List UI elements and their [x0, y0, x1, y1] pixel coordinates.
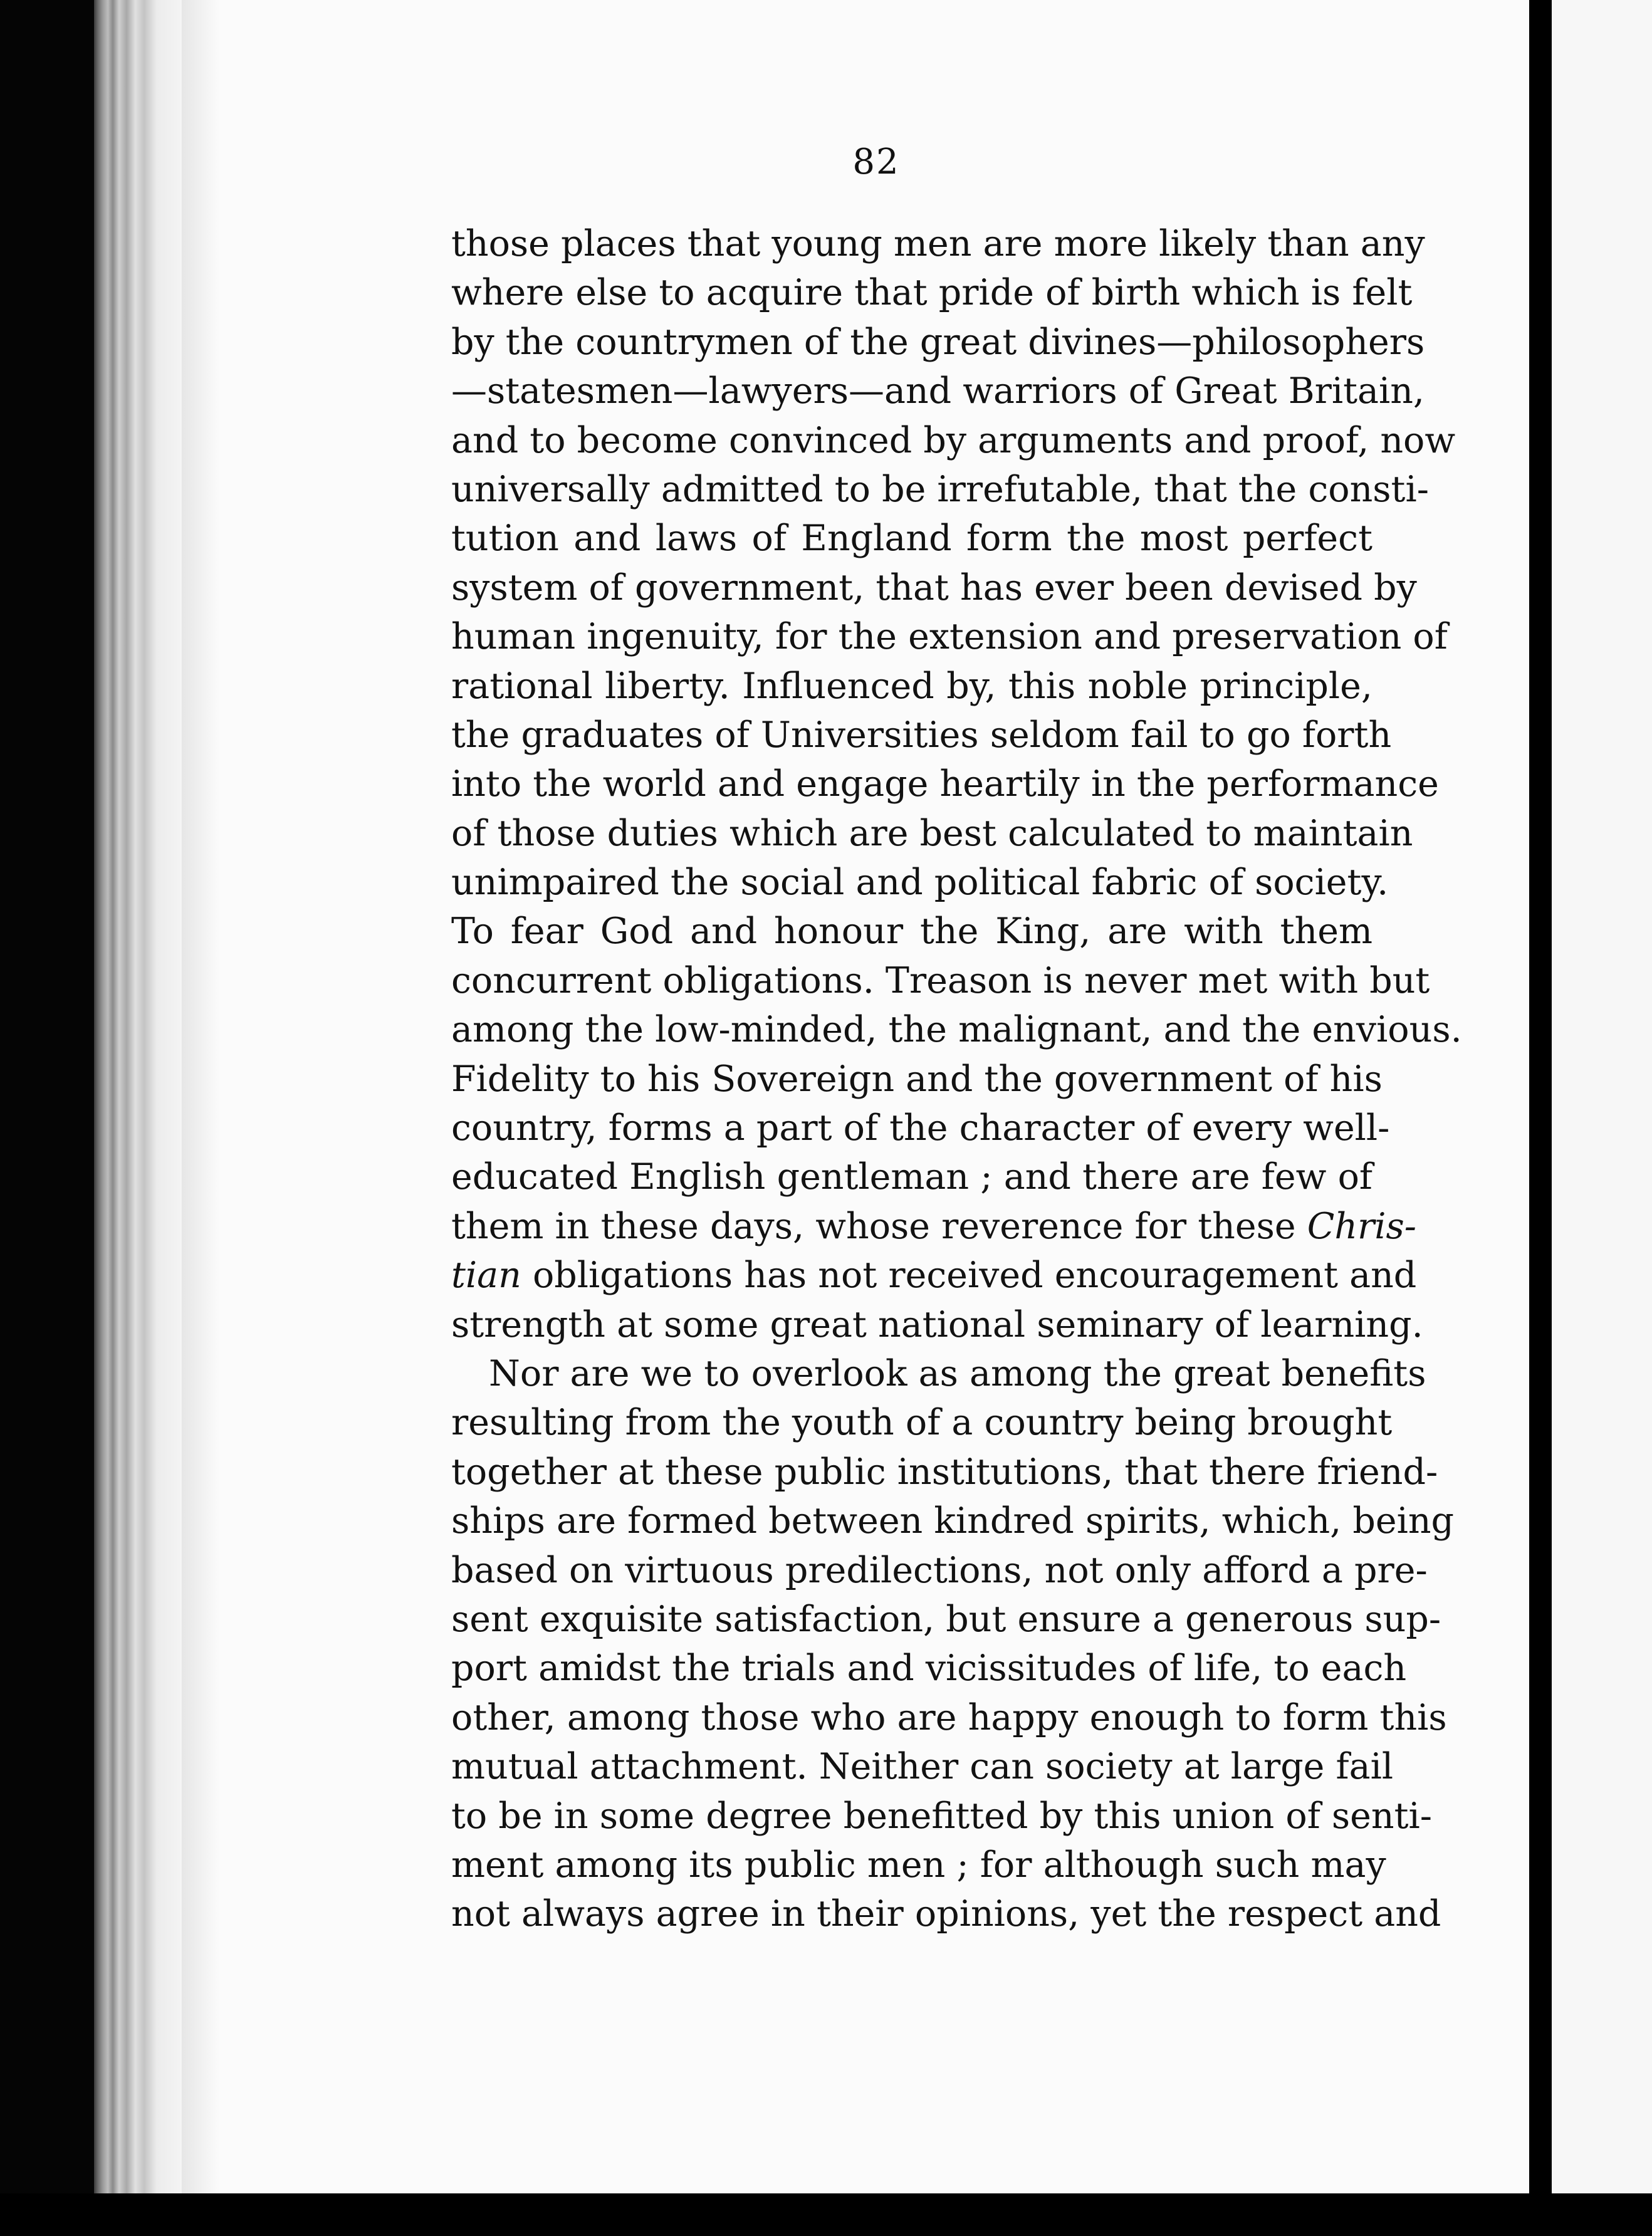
text-line: based on virtuous predilections, not only afford a pre-	[451, 1549, 1428, 1591]
page-gutter	[94, 0, 182, 2193]
text-line: concurrent obligations. Treason is never met with but	[451, 959, 1430, 1001]
text-line: Nor are we to overlook as among the great benefits	[489, 1352, 1426, 1394]
adjacent-page-edge	[1552, 0, 1652, 2193]
text-line: rational liberty. Influenced by, this noble principle,	[451, 665, 1372, 707]
text-line: mutual attachment. Neither can society at large fail	[451, 1746, 1394, 1788]
text-line: sent exquisite satisfaction, but ensure a generous sup-	[451, 1598, 1441, 1640]
gutter-shadow	[182, 0, 219, 2193]
text-line: into the world and engage heartily in the performance	[451, 763, 1439, 805]
italic-text-segment: Chris-	[1307, 1205, 1417, 1247]
text-line: by the countrymen of the great divines—philosophers	[451, 321, 1425, 363]
text-line: the graduates of Universities seldom fail to go forth	[451, 714, 1392, 756]
text-line	[451, 1251, 1417, 1300]
text-line: resulting from the youth of a country being brought	[451, 1402, 1393, 1444]
text-line: system of government, that has ever been devised by	[451, 567, 1417, 609]
text-line: universally admitted to be irrefutable, that the consti-	[451, 468, 1429, 510]
bottom-scan-edge	[0, 2193, 1652, 2236]
text-line: strength at some great national seminary of learning.	[451, 1303, 1423, 1345]
text-line: ships are formed between kindred spirits, which, being	[451, 1500, 1455, 1542]
text-line: unimpaired the social and political fabric of society.	[451, 862, 1389, 904]
text-line: together at these public institutions, that there friend-	[451, 1451, 1438, 1493]
text-line: tution and laws of England form the most perfect	[451, 518, 1372, 560]
text-line: not always agree in their opinions, yet the respect and	[451, 1893, 1441, 1935]
text-line: those places that young men are more likely than any	[451, 223, 1425, 264]
text-line: human ingenuity, for the extension and preservation of	[451, 616, 1448, 658]
text-segment: obligations has not received encouragement and	[521, 1255, 1417, 1297]
right-scan-edge	[1529, 0, 1552, 2236]
text-line: other, among those who are happy enough to form this	[451, 1696, 1447, 1738]
text-line: and to become convinced by arguments and proof, now	[451, 419, 1456, 461]
italic-text-segment: tian	[451, 1255, 521, 1297]
text-segment: them in these days, whose reverence for these	[451, 1205, 1307, 1247]
text-line: to be in some degree benefitted by this union of senti-	[451, 1795, 1433, 1837]
text-line: To fear God and honour the King, are with them	[451, 911, 1372, 953]
page-number: 82	[852, 142, 900, 182]
text-line: Fidelity to his Sovereign and the government of his	[451, 1058, 1383, 1100]
body-text	[451, 219, 1462, 1939]
text-line: ment among its public men ; for although such may	[451, 1844, 1386, 1886]
text-line: of those duties which are best calculated to maintain	[451, 812, 1413, 854]
text-line: country, forms a part of the character of every well-	[451, 1107, 1390, 1149]
text-line: —statesmen—lawyers—and warriors of Great Britain,	[451, 370, 1425, 412]
text-line: educated English gentleman ; and there are few of	[451, 1156, 1372, 1198]
text-line: port amidst the trials and vicissitudes of life, to each	[451, 1648, 1407, 1690]
text-line	[451, 1202, 1417, 1251]
text-line: among the low-minded, the malignant, and the envious.	[451, 1009, 1462, 1051]
text-line: where else to acquire that pride of birth which is felt	[451, 272, 1413, 314]
